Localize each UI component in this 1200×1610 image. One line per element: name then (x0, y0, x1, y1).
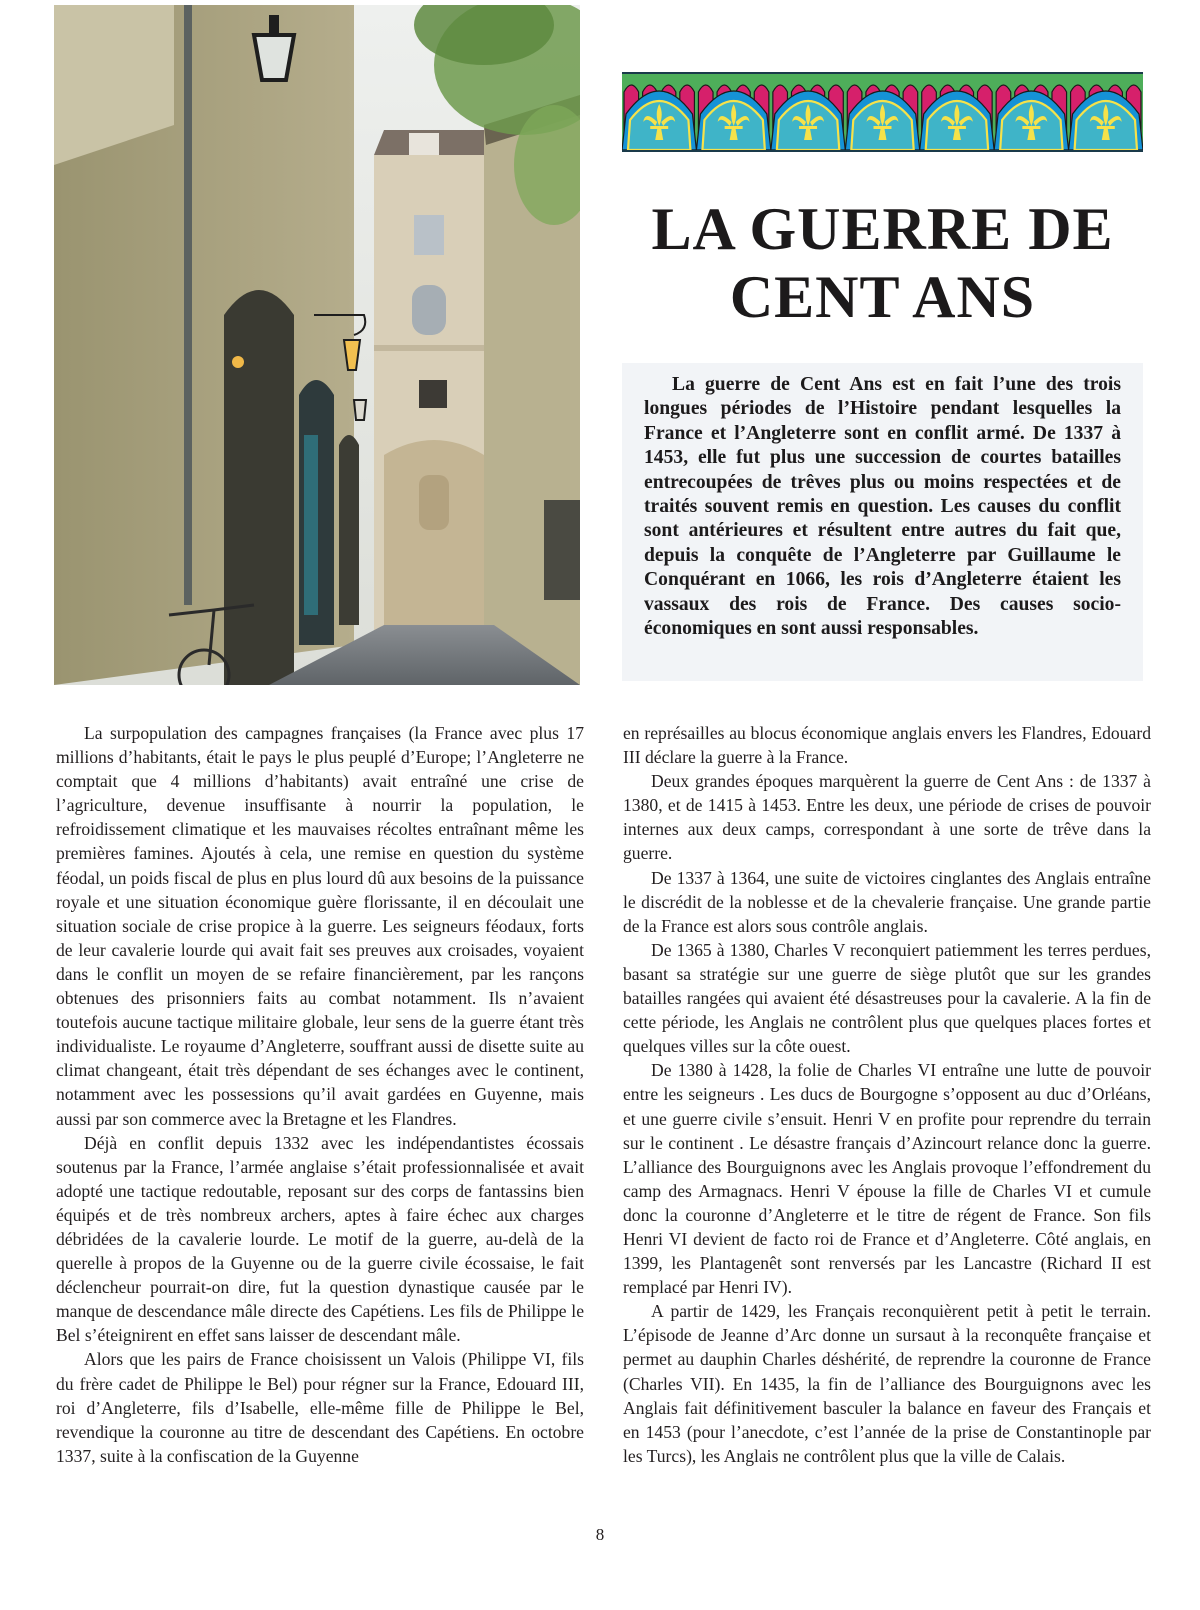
body-paragraph: A partir de 1429, les Français reconquièrent petit à petit le terrain. L’épisode de Jeanne d’Arc donne un sursaut à la reconquête française et permet au dauphin Charles déshérité, de reprendre la couronne de France (Charles VII). En 1435, la fin de l’alliance des Bourguignons avec les Anglais fait définitivement basculer la balance en faveur des Français et en 1453 (pour l’anecdote, c’est l’année de la prise de Constantinople par les Turcs), les Anglais ne contrôlent plus que la ville de Calais. (623, 1301, 1151, 1466)
body-column-left (56, 721, 584, 1468)
gothic-fleur-de-lis-banner (622, 72, 1143, 152)
body-paragraph: Deux grandes époques marquèrent la guerre de Cent Ans : de 1337 à 1380, et de 1415 à 1453. Entre les deux, une période de crises de pouvoir internes aux deux camps, correspondant à une sorte de trêve dans la guerre. (623, 771, 1151, 864)
title-line-2: CENT ANS (729, 264, 1036, 330)
body-paragraph: Déjà en conflit depuis 1332 avec les indépendantistes écossais soutenus par la France, l’armée anglaise s’était professionnalisée et avait adopté une tactique redoutable, reposant sur des corps de fantassins bien équipés et de très nombreux archers, aptes à faire échec aux charges débridées de la cavalerie lourde. Le motif de la guerre, au-delà de la querelle à propos de la Guyenne ou de la guerre civile écossaise, le fait déclencheur pourrait-on dire, fut la question dynastique causée par le manque de descendance mâle directe des Capétiens. Les fils de Philippe le Bel s’éteignirent en effet sans laisser de descendant mâle. (56, 1132, 584, 1346)
body-column-right (623, 721, 1151, 1468)
fleur-de-lis-pattern (622, 74, 1143, 150)
body-paragraph: De 1337 à 1364, une suite de victoires cinglantes des Anglais entraîne le discrédit de la noblesse et de la chevalerie française. Une grande partie de la France est alors sous contrôle anglais. (623, 867, 1151, 936)
body-paragraph: Alors que les pairs de France choisissent un Valois (Philippe VI, fils du frère cadet de Philippe le Bel) pour régner sur la France, Edouard III, roi d’Angleterre, fils d’Isabelle, elle-même fille de Philippe le Bel, revendique la couronne au titre de descendant des Capétiens. En octobre 1337, suite à la confiscation de la Guyenne (56, 1349, 584, 1466)
body-paragraph: De 1380 à 1428, la folie de Charles VI entraîne une lutte de pouvoir entre les seigneurs . Les ducs de Bourgogne s’opposent au duc d’Orléans, et une guerre civile s’ensuit. Henri V en profite pour reprendre du terrain sur le continent . Le désastre français d’Azincourt relance donc la guerre. L’alliance des Bourguignons avec les Anglais provoque l’effondrement du camp des Armagnacs. Henri V épouse la fille de Charles VI et cumule donc la couronne d’Angleterre et le titre de régent de France. Son fils Henri VI devient de facto roi de France et d’Angleterre. Côté anglais, en 1399, les Plantagenêt sont renversés par les Lancastre (Richard II est remplacé par Henri IV). (623, 1060, 1151, 1298)
body-paragraph-continued: en représailles au blocus économique anglais envers les Flandres, Edouard III déclare la guerre à la France. (623, 723, 1151, 768)
alley-photo (54, 5, 580, 685)
title-line-1: LA GUERRE DE (651, 196, 1114, 262)
body-paragraph: La surpopulation des campagnes françaises (la France avec plus 17 millions d’habitants, était le pays le plus peuplé d’Europe; l’Angleterre ne comptait que 4 millions d’habitants) avait entraîné une crise de l’agriculture, devenue insuffisante à nourrir la population, le refroidissement climatique et les mauvaises récoltes entraînant même les premières famines. Ajoutés à cela, une remise en question du système féodal, un poids fiscal de plus en plus lourd dû aux besoins de la puissance royale et une situation économique guère florissante, il en découlait une situation sociale de crise propice à la guerre. Les seigneurs féodaux, forts de leur cavalerie lourde qui avait fait ses preuves aux croisades, voyaient dans le conflit un moyen de se refaire financièrement, par les rançons obtenues des prisonniers faits au combat notamment. Ils n’avaient toutefois aucune tactique militaire globale, leur sens de la guerre étant très individualiste. Le royaume d’Angleterre, souffrant aussi de disette suite au climat changeant, était très dépendant de ses échanges avec le continent, notamment avec les possessions qu’il avait gardées en Guyenne, mais aussi par son commerce avec la Bretagne et les Flandres. (56, 723, 584, 1129)
intro-box (622, 363, 1143, 681)
alley-photo-illustration (54, 5, 580, 685)
intro-paragraph: La guerre de Cent Ans est en fait l’une des trois longues périodes de l’Histoire pendant lesquelles la France et l’Angleterre sont en conflit armé. De 1337 à 1453, elle fut plus une succession de courtes batailles entrecoupées de trêves plus ou moins respectées et de traités souvent remis en question. Les causes du conflit sont antérieures et résultent entre autres du fait que, depuis la conquête de l’Angleterre par Guillaume le Conquérant en 1066, les rois d’Angleterre étaient les vassaux des rois de France. Des causes socio-économiques en sont aussi responsables. (644, 374, 1121, 640)
body-paragraph: De 1365 à 1380, Charles V reconquiert patiemment les terres perdues, basant sa stratégie sur une guerre de siège plutôt que sur les grandes batailles rangées qui avaient été désastreuses pour la cavalerie. A la fin de cette période, les Anglais ne contrôlent plus que quelques places fortes et quelques villes sur la côte ouest. (623, 939, 1151, 1057)
page-title (622, 195, 1143, 331)
page-number: 8 (595, 1525, 605, 1544)
